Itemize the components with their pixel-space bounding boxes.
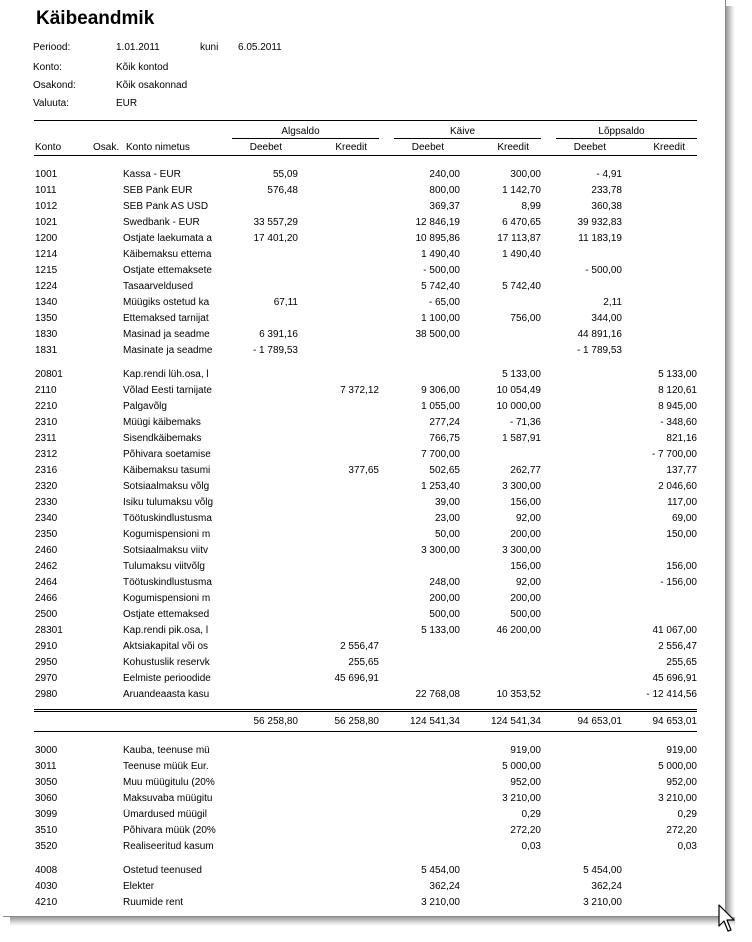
row-nimetus: Ettemaksed tarnijat	[123, 313, 209, 324]
row-nimetus: Põhivara müük (20%	[123, 825, 216, 836]
row-lk: - 156,00	[660, 577, 697, 588]
row-kk: 919,00	[510, 745, 541, 756]
total-lk: 94 653,01	[652, 716, 697, 727]
row-kk: 156,00	[510, 497, 541, 508]
row-lk: - 12 414,56	[646, 689, 697, 700]
row-konto: 2311	[35, 433, 57, 444]
column-group-rule	[232, 138, 379, 139]
row-nimetus: Ostjate ettemaksete	[123, 265, 212, 276]
row-konto: 2970	[35, 673, 58, 684]
row-kk: - 71,36	[509, 417, 541, 428]
row-kd: 766,75	[429, 433, 460, 444]
row-nimetus: Masinate ja seadme	[123, 345, 213, 356]
row-kd: 277,24	[429, 417, 460, 428]
row-konto: 1831	[35, 345, 58, 356]
row-ad: 55,09	[272, 169, 298, 180]
row-kd: 23,00	[434, 513, 460, 524]
row-lk: 821,16	[666, 433, 697, 444]
column-header-kreedit: Kreedit	[653, 142, 685, 153]
row-nimetus: Aktsiakapital või os	[123, 641, 209, 652]
total-kd: 124 541,34	[409, 716, 460, 727]
row-nimetus: Sisendkäibemaks	[123, 433, 202, 444]
column-header-osak: Osak.	[93, 142, 120, 153]
row-lk: 2 046,60	[658, 481, 697, 492]
row-lk: 919,00	[666, 745, 697, 756]
row-nimetus: Teenuse müük Eur.	[123, 761, 209, 772]
column-group-header: Käive	[449, 126, 475, 137]
row-nimetus: Muu müügitulu (20%	[123, 777, 215, 788]
row-nimetus: Realiseeritud kasum	[123, 841, 214, 852]
row-kd: 22 768,08	[415, 689, 460, 700]
row-konto: 2110	[35, 385, 57, 396]
row-nimetus: Masinad ja seadme	[123, 329, 210, 340]
row-nimetus: Ruumide rent	[123, 897, 184, 908]
row-nimetus: Kap.rendi lüh.osa, l	[123, 369, 209, 380]
row-ld: 5 454,00	[583, 865, 622, 876]
row-nimetus: Käibemaksu ettema	[123, 249, 212, 260]
row-kd: 5 742,40	[421, 281, 460, 292]
row-kk: 952,00	[510, 777, 541, 788]
info-label: Osakond:	[33, 80, 76, 91]
row-nimetus: Põhivara soetamise	[123, 449, 211, 460]
row-ak: 7 372,12	[340, 385, 379, 396]
column-header-deebet: Deebet	[249, 142, 282, 153]
row-ld: 44 891,16	[577, 329, 622, 340]
row-ld: 360,38	[591, 201, 622, 212]
row-kd: - 500,00	[423, 265, 460, 276]
page-shadow-bottom	[10, 917, 735, 926]
row-konto: 1215	[35, 265, 58, 276]
row-kd: 10 895,86	[415, 233, 460, 244]
row-lk: 5 133,00	[658, 369, 697, 380]
row-kd: 500,00	[429, 609, 460, 620]
row-kk: 5 742,40	[502, 281, 541, 292]
row-lk: 0,29	[677, 809, 697, 820]
info-label: Konto:	[33, 62, 62, 73]
info-value-end: 6.05.2011	[238, 42, 282, 53]
row-lk: 8 120,61	[658, 385, 697, 396]
header-top-rule	[34, 120, 697, 121]
row-kd: 200,00	[429, 593, 460, 604]
row-nimetus: Kogumispensioni m	[123, 529, 211, 540]
row-konto: 1200	[35, 233, 58, 244]
row-konto: 2980	[35, 689, 58, 700]
total-kk: 124 541,34	[490, 716, 541, 727]
row-konto: 2310	[35, 417, 58, 428]
row-kk: 92,00	[515, 577, 541, 588]
row-konto: 3000	[35, 745, 58, 756]
row-kk: 10 054,49	[496, 385, 541, 396]
row-kd: 1 253,40	[421, 481, 460, 492]
row-kk: 3 300,00	[502, 545, 541, 556]
row-lk: 41 067,00	[652, 625, 697, 636]
row-nimetus: Ostjate laekumata a	[123, 233, 212, 244]
info-label: Periood:	[33, 42, 71, 53]
row-nimetus: Palgavõlg	[123, 401, 167, 412]
row-kk: 756,00	[510, 313, 541, 324]
row-konto: 2340	[35, 513, 58, 524]
row-nimetus: Ümardused müügil	[123, 809, 207, 820]
row-konto: 3510	[35, 825, 58, 836]
row-ad: 67,11	[273, 297, 298, 308]
info-value: Kõik osakonnad	[116, 80, 188, 91]
row-kd: 38 500,00	[415, 329, 460, 340]
row-kk: 156,00	[510, 561, 541, 572]
column-header-deebet: Deebet	[411, 142, 444, 153]
row-nimetus: Kassa - EUR	[123, 169, 181, 180]
column-header-nimetus: Konto nimetus	[126, 142, 190, 153]
row-kk: 10 000,00	[496, 401, 541, 412]
row-konto: 2312	[35, 449, 58, 460]
row-nimetus: Ostetud teenused	[123, 865, 202, 876]
mouse-cursor-icon	[717, 904, 737, 934]
row-kk: 46 200,00	[496, 625, 541, 636]
row-lk: 45 696,91	[652, 673, 697, 684]
row-nimetus: Tasaarveldused	[123, 281, 194, 292]
row-lk: 117,00	[667, 497, 697, 508]
row-ak: 45 696,91	[334, 673, 379, 684]
row-konto: 4008	[35, 865, 58, 876]
row-lk: 272,20	[666, 825, 697, 836]
column-header-kreedit: Kreedit	[335, 142, 367, 153]
row-konto: 3099	[35, 809, 58, 820]
row-konto: 3520	[35, 841, 58, 852]
totals-rule-2	[34, 711, 697, 712]
row-konto: 2910	[35, 641, 58, 652]
row-kk: 200,00	[510, 593, 541, 604]
row-ld: 344,00	[591, 313, 622, 324]
row-nimetus: Kap.rendi pik.osa, l	[123, 625, 209, 636]
row-kd: - 65,00	[428, 297, 460, 308]
row-lk: 2 556,47	[658, 641, 697, 652]
info-value: 1.01.2011	[116, 42, 160, 53]
total-ld: 94 653,01	[577, 716, 622, 727]
row-konto: 4210	[35, 897, 58, 908]
row-kd: 3 300,00	[421, 545, 460, 556]
row-kd: 3 210,00	[421, 897, 460, 908]
row-kd: 9 306,00	[421, 385, 460, 396]
column-group-rule	[556, 138, 697, 139]
row-ad: 6 391,16	[259, 329, 298, 340]
row-konto: 3050	[35, 777, 58, 788]
row-kk: 272,20	[510, 825, 541, 836]
row-nimetus: Sotsiaalmaksu võlg	[123, 481, 210, 492]
row-nimetus: Eelmiste perioodide	[123, 673, 211, 684]
row-lk: - 348,60	[660, 417, 697, 428]
info-value: EUR	[116, 98, 138, 109]
row-ad: - 1 789,53	[252, 345, 298, 356]
row-kk: 10 353,52	[496, 689, 541, 700]
row-kk: 0,29	[521, 809, 541, 820]
row-kd: 362,24	[429, 881, 460, 892]
column-header-deebet: Deebet	[573, 142, 606, 153]
row-kk: 6 470,65	[502, 217, 541, 228]
info-separator: kuni	[200, 42, 219, 53]
row-ld: 233,78	[591, 185, 622, 196]
totals-rule-1	[34, 709, 697, 710]
total-ak: 56 258,80	[334, 716, 379, 727]
row-kd: 5 454,00	[421, 865, 460, 876]
row-nimetus: Aruandeaasta kasu	[123, 689, 210, 700]
row-kd: 12 846,19	[415, 217, 460, 228]
row-kk: 3 300,00	[502, 481, 541, 492]
row-nimetus: Kauba, teenuse mü	[123, 745, 210, 756]
row-nimetus: Tulumaksu viitvõlg	[123, 561, 205, 572]
row-kk: 200,00	[510, 529, 541, 540]
row-ak: 255,65	[348, 657, 379, 668]
row-nimetus: Kogumispensioni m	[123, 593, 211, 604]
info-value: Kõik kontod	[116, 62, 169, 73]
row-kd: 50,00	[434, 529, 460, 540]
row-lk: 137,77	[666, 465, 697, 476]
row-nimetus: Võlad Eesti tarnijate	[123, 385, 212, 396]
row-kd: 5 133,00	[421, 625, 460, 636]
row-konto: 2316	[35, 465, 58, 476]
row-konto: 2464	[35, 577, 58, 588]
row-nimetus: SEB Pank EUR	[123, 185, 193, 196]
row-konto: 1021	[35, 217, 58, 228]
row-kk: 1 490,40	[502, 249, 541, 260]
row-lk: 69,00	[671, 513, 697, 524]
row-ld: 11 183,19	[578, 233, 622, 244]
row-lk: 952,00	[666, 777, 697, 788]
row-lk: 3 210,00	[658, 793, 697, 804]
row-konto: 3060	[35, 793, 58, 804]
row-konto: 1350	[35, 313, 58, 324]
row-kd: 7 700,00	[421, 449, 460, 460]
row-konto: 2210	[35, 401, 58, 412]
row-nimetus: Ostjate ettemaksed	[123, 609, 210, 620]
row-kk: 3 210,00	[502, 793, 541, 804]
column-header-konto: Konto	[35, 142, 62, 153]
report-page	[3, 0, 726, 917]
row-konto: 2320	[35, 481, 58, 492]
row-ld: 2,11	[603, 297, 622, 308]
row-konto: 2460	[35, 545, 58, 556]
row-konto: 3011	[35, 761, 57, 772]
page-shadow-right	[726, 6, 735, 923]
row-nimetus: Käibemaksu tasumi	[123, 465, 211, 476]
row-ld: 3 210,00	[583, 897, 622, 908]
row-konto: 2350	[35, 529, 58, 540]
row-nimetus: Elekter	[123, 881, 155, 892]
column-group-header: Algsaldo	[281, 126, 320, 137]
column-group-rule	[394, 138, 541, 139]
row-kk: 92,00	[515, 513, 541, 524]
row-konto: 2330	[35, 497, 58, 508]
row-ld: 362,24	[591, 881, 622, 892]
info-label: Valuuta:	[33, 98, 69, 109]
row-kd: 800,00	[429, 185, 460, 196]
header-bottom-rule	[34, 155, 697, 156]
row-ak: 377,65	[348, 465, 379, 476]
row-lk: - 7 700,00	[651, 449, 697, 460]
row-nimetus: Sotsiaalmaksu viitv	[123, 545, 209, 556]
row-nimetus: Swedbank - EUR	[123, 217, 200, 228]
row-kk: 5 000,00	[502, 761, 541, 772]
row-kk: 262,77	[510, 465, 541, 476]
row-konto: 2466	[35, 593, 58, 604]
row-kd: 502,65	[429, 465, 460, 476]
row-konto: 28301	[35, 625, 63, 636]
row-konto: 1340	[35, 297, 58, 308]
row-lk: 0,03	[677, 841, 697, 852]
row-nimetus: Kohustuslik reservk	[123, 657, 210, 668]
row-ld: - 500,00	[585, 265, 622, 276]
row-ld: - 1 789,53	[576, 345, 622, 356]
row-konto: 4030	[35, 881, 58, 892]
report-title: Käibeandmik	[36, 8, 155, 29]
total-ad: 56 258,80	[253, 716, 298, 727]
row-konto: 1224	[35, 281, 58, 292]
row-konto: 2462	[35, 561, 58, 572]
totals-bottom-rule	[34, 731, 697, 732]
row-kk: 1 587,91	[502, 433, 541, 444]
row-lk: 8 945,00	[658, 401, 697, 412]
row-lk: 5 000,00	[658, 761, 697, 772]
row-kk: 0,03	[521, 841, 541, 852]
row-lk: 150,00	[666, 529, 697, 540]
row-konto: 1001	[35, 169, 58, 180]
row-konto: 1011	[35, 185, 57, 196]
row-kk: 17 113,87	[497, 233, 541, 244]
row-konto: 2500	[35, 609, 58, 620]
row-nimetus: Töötuskindlustusma	[123, 513, 212, 524]
row-kd: 1 490,40	[421, 249, 460, 260]
row-lk: 156,00	[666, 561, 697, 572]
row-kk: 8,99	[521, 201, 541, 212]
row-nimetus: SEB Pank AS USD	[123, 201, 209, 212]
row-nimetus: Müügiks ostetud ka	[123, 297, 210, 308]
row-kd: 1 055,00	[421, 401, 460, 412]
column-group-header: Lõppsaldo	[598, 126, 645, 137]
row-ad: 33 557,29	[253, 217, 298, 228]
row-konto: 20801	[35, 369, 63, 380]
row-kd: 248,00	[429, 577, 460, 588]
row-lk: 255,65	[666, 657, 697, 668]
row-nimetus: Müügi käibemaks	[123, 417, 201, 428]
row-kd: 39,00	[434, 497, 460, 508]
row-nimetus: Isiku tulumaksu võlg	[123, 497, 214, 508]
row-kk: 500,00	[510, 609, 541, 620]
row-konto: 2950	[35, 657, 58, 668]
row-kk: 1 142,70	[502, 185, 541, 196]
row-kk: 300,00	[510, 169, 541, 180]
row-konto: 1214	[35, 249, 58, 260]
row-ak: 2 556,47	[340, 641, 379, 652]
row-ld: - 4,91	[596, 169, 622, 180]
row-kd: 1 100,00	[421, 313, 460, 324]
row-konto: 1830	[35, 329, 58, 340]
row-konto: 1012	[35, 201, 58, 212]
row-nimetus: Maksuvaba müügitu	[123, 793, 213, 804]
row-ld: 39 932,83	[577, 217, 622, 228]
row-kd: 240,00	[429, 169, 460, 180]
row-kd: 369,37	[429, 201, 460, 212]
row-nimetus: Töötuskindlustusma	[123, 577, 212, 588]
row-ad: 576,48	[267, 185, 298, 196]
row-ad: 17 401,20	[253, 233, 298, 244]
row-kk: 5 133,00	[502, 369, 541, 380]
column-header-kreedit: Kreedit	[497, 142, 529, 153]
